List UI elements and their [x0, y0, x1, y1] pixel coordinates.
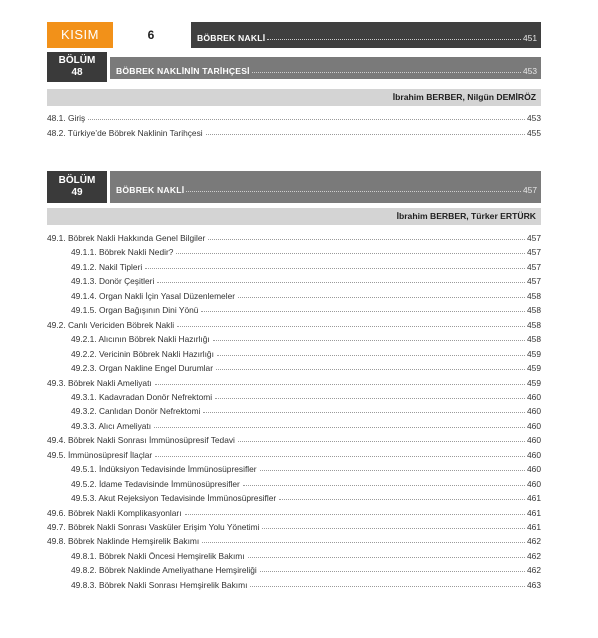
toc-entry[interactable] — [71, 287, 541, 301]
toc-entry-page: 460 — [527, 478, 541, 489]
leader-dots — [252, 72, 521, 73]
leader-dots — [203, 412, 525, 413]
toc-entry-page: 462 — [527, 536, 541, 547]
toc-entry-title: 48.2. Türkiye’de Böbrek Naklinin Tarihçesi — [47, 127, 203, 138]
leader-dots — [250, 586, 525, 587]
toc-entry-page: 460 — [527, 464, 541, 475]
toc-entry[interactable] — [71, 561, 541, 575]
toc-entry[interactable] — [71, 475, 541, 489]
chapter-48-authors: İbrahim BERBER, Nilgün DEMİRÖZ — [47, 89, 541, 106]
toc-entry-title: 48.1. Giriş — [47, 113, 86, 123]
toc-entry[interactable] — [47, 446, 541, 460]
toc-entry[interactable] — [71, 301, 541, 315]
toc-entry-title: 49.2. Canlı Vericiden Böbrek Nakli — [47, 319, 175, 330]
part-title: BÖBREK NAKLİ — [197, 33, 266, 43]
toc-entry-title: 49.1.1. Böbrek Nakli Nedir? — [71, 247, 174, 258]
leader-dots — [154, 427, 525, 428]
toc-entry[interactable] — [47, 229, 541, 243]
leader-dots — [217, 355, 525, 356]
leader-dots — [279, 499, 525, 500]
toc-entry-page: 457 — [527, 276, 541, 287]
toc-entry-page: 460 — [527, 406, 541, 417]
leader-dots — [215, 398, 525, 399]
toc-entry-title: 49.3. Böbrek Nakli Ameliyatı — [47, 377, 152, 388]
toc-entry-page: 458 — [527, 290, 541, 301]
toc-entry-title: 49.3.2. Canlıdan Donör Nefrektomi — [71, 406, 201, 417]
toc-entry[interactable] — [71, 417, 541, 431]
leader-dots — [206, 134, 525, 135]
toc-entry-title: 49.8. Böbrek Naklinde Hemşirelik Bakımı — [47, 536, 200, 547]
leader-dots — [155, 384, 525, 385]
toc-entry-page: 463 — [527, 579, 541, 590]
chapter-49-title-box — [110, 171, 541, 203]
part-number: 6 — [113, 22, 189, 48]
toc-entry-title: 49.1.4. Organ Nakli İçin Yasal Düzenlemeler — [71, 290, 236, 301]
toc-entry[interactable] — [71, 330, 541, 344]
toc-entry-title: 49.5. İmmünosüpresif İlaçlar — [47, 449, 153, 460]
leader-dots — [243, 485, 525, 486]
leader-dots — [248, 557, 525, 558]
toc-entry[interactable] — [71, 489, 541, 503]
toc-entry-page: 457 — [527, 247, 541, 258]
toc-entry-page: 455 — [527, 127, 541, 138]
toc-entry-page: 461 — [527, 493, 541, 504]
leader-dots — [176, 253, 525, 254]
part-label: KISIM — [47, 22, 113, 48]
toc-entry-page: 453 — [527, 113, 541, 123]
leader-dots — [155, 456, 525, 457]
toc-entry-title: 49.2.2. Vericinin Böbrek Nakli Hazırlığı — [71, 348, 214, 359]
toc-entry-title: 49.5.2. İdame Tedavisinde İmmünosüpresifler — [71, 478, 240, 489]
toc-entry-title: 49.4. Böbrek Nakli Sonrası İmmünosüpresif Tedavi — [47, 435, 235, 446]
toc-entry-title: 49.1.2. Nakil Tipleri — [71, 261, 143, 272]
toc-entry[interactable] — [47, 518, 541, 532]
leader-dots — [88, 119, 525, 120]
toc-entry[interactable] — [71, 460, 541, 474]
toc-entry-title: 49.2.1. Alıcının Böbrek Nakli Hazırlığı — [71, 334, 210, 345]
leader-dots — [216, 369, 525, 370]
toc-entry[interactable] — [71, 359, 541, 373]
chapter-48-page: 453 — [523, 66, 537, 76]
toc-entry-page: 462 — [527, 550, 541, 561]
part-page: 451 — [523, 33, 537, 43]
toc-entry-page: 461 — [527, 507, 541, 518]
toc-entry[interactable] — [71, 576, 541, 590]
leader-dots — [177, 326, 525, 327]
toc-entry-title: 49.3.3. Alıcı Ameliyatı — [71, 420, 152, 431]
leader-dots — [238, 441, 525, 442]
toc-entry-title: 49.5.3. Akut Rejeksiyon Tedavisinde İmmünosüpresifler — [71, 493, 277, 504]
toc-entry[interactable] — [71, 345, 541, 359]
toc-entry-title: 49.3.1. Kadavradan Donör Nefrektomi — [71, 391, 213, 402]
chapter-49-title: BÖBREK NAKLİ — [116, 185, 185, 195]
toc-entry[interactable] — [71, 388, 541, 402]
leader-dots — [201, 311, 525, 312]
toc-entry[interactable] — [47, 316, 541, 330]
toc-entry-page: 458 — [527, 334, 541, 345]
chapter-word: BÖLÜM — [58, 175, 96, 186]
toc-entry-page: 459 — [527, 377, 541, 388]
toc-entry[interactable] — [47, 374, 541, 388]
chapter-49-authors: İbrahim BERBER, Türker ERTÜRK — [47, 208, 541, 225]
chapter-48-badge — [47, 52, 107, 82]
toc-entry-page: 460 — [527, 391, 541, 402]
toc-entry[interactable] — [71, 258, 541, 272]
chapter-word: BÖLÜM — [58, 55, 96, 66]
chapter-48-title-box — [110, 57, 541, 79]
toc-entry-page: 459 — [527, 348, 541, 359]
toc-entry-title: 49.1.3. Donör Çeşitleri — [71, 276, 155, 287]
leader-dots — [145, 268, 525, 269]
toc-entry-title: 49.5.1. İndüksiyon Tedavisinde İmmünosüpresifler — [71, 464, 257, 475]
toc-entry-title: 49.1. Böbrek Nakli Hakkında Genel Bilgiler — [47, 233, 206, 243]
leader-dots — [202, 542, 525, 543]
leader-dots — [262, 528, 525, 529]
chapter-number: 49 — [71, 187, 83, 198]
toc-entry[interactable] — [47, 109, 541, 123]
toc-entry-title: 49.2.3. Organ Nakline Engel Durumlar — [71, 363, 213, 374]
toc-entry[interactable] — [47, 431, 541, 445]
toc-entry-title: 49.8.3. Böbrek Nakli Sonrası Hemşirelik Bakımı — [71, 579, 248, 590]
toc-entry[interactable] — [71, 272, 541, 286]
part-header — [47, 22, 541, 48]
chapter-49-page: 457 — [523, 185, 537, 195]
toc-entry-page: 458 — [527, 305, 541, 316]
leader-dots — [208, 239, 525, 240]
toc-entry-page: 460 — [527, 435, 541, 446]
toc-entry-page: 461 — [527, 522, 541, 532]
chapter-49-badge — [47, 171, 107, 203]
leader-dots — [260, 571, 525, 572]
toc-entry-page: 462 — [527, 565, 541, 576]
toc-entry-page: 457 — [527, 233, 541, 243]
toc-entry-title: 49.8.2. Böbrek Naklinde Ameliyathane Hemşireliği — [71, 565, 257, 576]
toc-entry[interactable] — [71, 243, 541, 257]
toc-entry-page: 458 — [527, 319, 541, 330]
part-title-box — [191, 22, 541, 48]
leader-dots — [157, 282, 525, 283]
toc-entry-page: 459 — [527, 363, 541, 374]
toc-entry-page: 460 — [527, 449, 541, 460]
toc-entry[interactable] — [47, 504, 541, 518]
leader-dots — [267, 39, 521, 40]
leader-dots — [238, 297, 525, 298]
toc-entry-page: 457 — [527, 261, 541, 272]
leader-dots — [186, 191, 521, 192]
toc-entry-title: 49.7. Böbrek Nakli Sonrası Vasküler Erişim Yolu Yönetimi — [47, 522, 260, 532]
toc-entry-page: 460 — [527, 420, 541, 431]
toc-entry-title: 49.6. Böbrek Nakli Komplikasyonları — [47, 507, 182, 518]
toc-entry-title: 49.1.5. Organ Bağışının Dini Yönü — [71, 305, 199, 316]
leader-dots — [185, 514, 525, 515]
chapter-number: 48 — [71, 67, 83, 78]
toc-entry[interactable] — [71, 547, 541, 561]
leader-dots — [260, 470, 525, 471]
toc-entry-title: 49.8.1. Böbrek Nakli Öncesi Hemşirelik Bakımı — [71, 550, 245, 561]
leader-dots — [213, 340, 525, 341]
toc-entry[interactable] — [47, 532, 541, 546]
chapter-48-title: BÖBREK NAKLİNİN TARİHÇESİ — [116, 66, 250, 76]
toc-entry[interactable] — [71, 402, 541, 416]
toc-entry[interactable] — [47, 124, 541, 138]
